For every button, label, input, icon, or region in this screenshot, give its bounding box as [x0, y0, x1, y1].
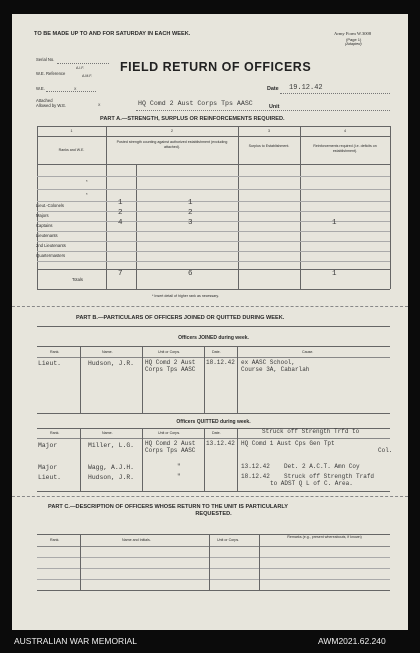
quitted-date-3: 18.12.42: [241, 473, 270, 480]
row-line: [37, 189, 390, 190]
date-label: Date: [267, 86, 279, 92]
row-line: [37, 221, 390, 222]
quitted-name-3: Hudson, J.R.: [88, 474, 135, 481]
joined-unit: HQ Comd 2 Aust: [145, 359, 196, 366]
form-page: [12, 14, 408, 630]
part-a-footnote: * Insert detail of higher rank as necessary.: [152, 294, 219, 298]
quitted-head-name: Name.: [102, 431, 113, 435]
quitted-unit-2: ": [177, 463, 181, 470]
rank-star-1: *: [86, 179, 88, 184]
quitted-cause2-3: to ADST Q L of C. Area.: [270, 480, 353, 487]
quitted-vline: [237, 428, 238, 491]
part-c-vline: [209, 534, 210, 590]
part-c-vline: [80, 534, 81, 590]
we-lt-col: 1: [118, 199, 123, 207]
quitted-head-rule: [37, 438, 390, 439]
totals-posted: 6: [188, 270, 193, 278]
joined-rank: Lieut.: [38, 360, 62, 367]
joined-head-rule: [37, 357, 390, 358]
part-a-title: PART A.—STRENGTH, SURPLUS OR REINFORCEMENTS REQUIRED.: [100, 116, 285, 122]
quitted-cause-3: Struck off Strength Trafd: [284, 473, 375, 480]
part-c-title: PART C.—DESCRIPTION OF OFFICERS WHOSE RETURN TO THE UNIT IS PARTICULARLY: [48, 504, 289, 510]
we-captains: 4: [118, 219, 123, 227]
part-c-rule-bottom: [37, 590, 390, 591]
part-c-title2: REQUESTED.: [195, 511, 232, 517]
part-a-rule-nums: [37, 136, 390, 137]
joined-vline: [237, 346, 238, 413]
rank-majors: Majors: [36, 213, 49, 218]
quitted-cause-1: Struck off Strength Trfd to: [262, 428, 360, 435]
quitted-cause2-1: HQ Comd 1 Aust Cps Gen Tpt: [241, 440, 335, 447]
allowed-label: Allowed by W.E.: [36, 103, 67, 108]
form-sub: (Adapted): [345, 42, 362, 46]
col-head-reinf: Reinforcements required (i.e. deficits on establishment).: [313, 144, 377, 153]
joined-cause: ex AASC School,: [241, 359, 296, 366]
part-c-row: [37, 557, 390, 558]
part-a-vline-3: [300, 126, 301, 289]
part-c-head-unit: Unit or Corps.: [217, 538, 240, 542]
joined-cause2: Course 3A, Cabarlah: [241, 366, 310, 373]
joined-head-cause: Cause.: [302, 350, 314, 354]
footer-archive: AUSTRALIAN WAR MEMORIAL: [14, 636, 137, 646]
part-a-rule-head: [37, 164, 390, 165]
date-line: [280, 93, 390, 94]
row-line: [37, 261, 390, 262]
part-a-rule-top: [37, 126, 390, 127]
quitted-cause-2: Det. 2 A.C.T. Amn Coy: [284, 463, 360, 470]
col-num-3: 3: [268, 129, 270, 133]
part-a-vline-2: [238, 126, 239, 289]
we-label: W.E.: [36, 86, 45, 91]
serial-line: [57, 63, 109, 64]
rank-2nd-lieutenants: 2nd Lieutenants: [36, 243, 66, 248]
rank-star-2: *: [86, 192, 88, 197]
quitted-name-1: Miller, L.G.: [88, 442, 135, 449]
posted-captains: 3: [188, 219, 193, 227]
form-page: (Page 1): [346, 37, 362, 42]
quitted-name-2: Wagg, A.J.H.: [88, 464, 135, 471]
row-line: [37, 201, 390, 202]
quitted-rank-2: Major: [38, 464, 58, 471]
row-line: [37, 241, 390, 242]
joined-rule: [37, 346, 390, 347]
attached-label: Attached: [36, 98, 53, 103]
posted-lt-col: 1: [188, 199, 193, 207]
we-majors: 2: [118, 209, 123, 217]
quitted-rank-3: Lieut.: [38, 474, 62, 481]
part-a-vline-4: [390, 126, 391, 289]
joined-vline: [204, 346, 205, 413]
unit-value: HQ Comd 2 Aust Corps Tps AASC: [138, 100, 253, 107]
part-a-rule-bottom: [37, 289, 390, 290]
part-c-head-name: Name and Initials.: [122, 538, 151, 542]
joined-unit2: Corps Tps AASC: [145, 366, 196, 373]
joined-head-unit: Unit or Corps.: [158, 350, 181, 354]
quitted-date-1: 13.12.42: [206, 440, 235, 447]
joined-head-rank: Rank.: [50, 350, 60, 354]
quitted-rule-bottom: [37, 491, 390, 492]
col-num-4: 4: [344, 129, 346, 133]
col-num-2: 2: [171, 129, 173, 133]
totals-label: Totals: [72, 277, 83, 282]
row-line: [37, 176, 390, 177]
part-b-title: PART B.—PARTICULARS OF OFFICERS JOINED OR QUITTED DURING WEEK.: [76, 315, 285, 321]
quitted-unit2-1: Corps Tps AASC: [145, 447, 196, 454]
joined-head-name: Name.: [102, 350, 113, 354]
form-title: FIELD RETURN OF OFFICERS: [120, 60, 312, 74]
part-c-vline: [259, 534, 260, 590]
part-c-head-remarks: Remarks (e.g., present whereabouts, if known): [287, 535, 362, 539]
joined-name: Hudson, J.R.: [88, 360, 135, 367]
x2-label: X: [98, 103, 101, 107]
rank-lt-col: Lieut.-Colonels: [36, 203, 64, 208]
top-note: TO BE MADE UP TO AND FOR SATURDAY IN EACH WEEK.: [34, 31, 191, 37]
part-c-row: [37, 568, 390, 569]
row-line: [37, 251, 390, 252]
part-c-head-rule: [37, 546, 390, 547]
joined-vline: [142, 346, 143, 413]
quitted-cause3-1: Col.: [378, 447, 393, 454]
rank-lieutenants: Lieutenants: [36, 233, 58, 238]
we-ref-label: W.E. Reference: [36, 71, 66, 76]
quitted-rank-1: Major: [38, 442, 58, 449]
col-head-surplus: Surplus to Establishment.: [248, 144, 290, 148]
posted-majors: 2: [188, 209, 193, 217]
we-line: [46, 91, 96, 92]
section-divider-2: [12, 496, 408, 497]
unit-label: Unit: [269, 104, 280, 110]
part-c-row: [37, 579, 390, 580]
part-b-rule-top: [37, 326, 390, 327]
joined-head-date: Date.: [212, 350, 221, 354]
part-a-vline-1: [106, 126, 107, 289]
joined-vline: [80, 346, 81, 413]
quitted-vline: [204, 428, 205, 491]
quitted-head-unit: Unit or Corps.: [158, 431, 181, 435]
amf-label: A.M.F.: [82, 74, 93, 78]
rank-captains: Captains: [36, 223, 53, 228]
part-a-vline-we: [136, 164, 137, 289]
row-line: [37, 211, 390, 212]
aif-label: A.I.F.: [76, 66, 85, 70]
row-line: [37, 231, 390, 232]
quitted-head-rank: Rank.: [50, 431, 60, 435]
col-head-posted: Posted strength counting against authorized establishment (excluding attached).: [116, 140, 228, 149]
footer-accession: AWM2021.62.240: [318, 636, 386, 646]
totals-reinf: 1: [332, 270, 337, 278]
unit-line: [136, 110, 390, 111]
x-label: X: [74, 87, 77, 91]
quitted-date-2: 13.12.42: [241, 463, 270, 470]
col-head-ranks: Ranks and W.E.: [58, 148, 85, 152]
totals-we: 7: [118, 270, 123, 278]
section-divider: [12, 306, 408, 307]
rank-quartermasters: Quartermasters: [36, 253, 66, 258]
joined-title: Officers JOINED during week.: [178, 335, 249, 341]
quitted-unit-3: ": [177, 473, 181, 480]
quitted-vline: [142, 428, 143, 491]
date-value: 19.12.42: [289, 84, 323, 92]
quitted-unit-1: HQ Comd 2 Aust: [145, 440, 196, 447]
serial-label: Serial No.: [36, 57, 55, 62]
reinf-captains: 1: [332, 219, 337, 227]
joined-date: 18.12.42: [206, 359, 235, 366]
quitted-vline: [80, 428, 81, 491]
joined-rule-bottom: [37, 413, 390, 414]
part-a-rule-totals: [37, 269, 390, 270]
col-num-1: 1: [70, 129, 73, 133]
quitted-head-date: Date.: [212, 431, 221, 435]
quitted-title: Officers QUITTED during week.: [176, 419, 251, 425]
part-c-head-rank: Rank.: [50, 538, 60, 542]
form-number: Army Form W.3008: [334, 31, 372, 36]
